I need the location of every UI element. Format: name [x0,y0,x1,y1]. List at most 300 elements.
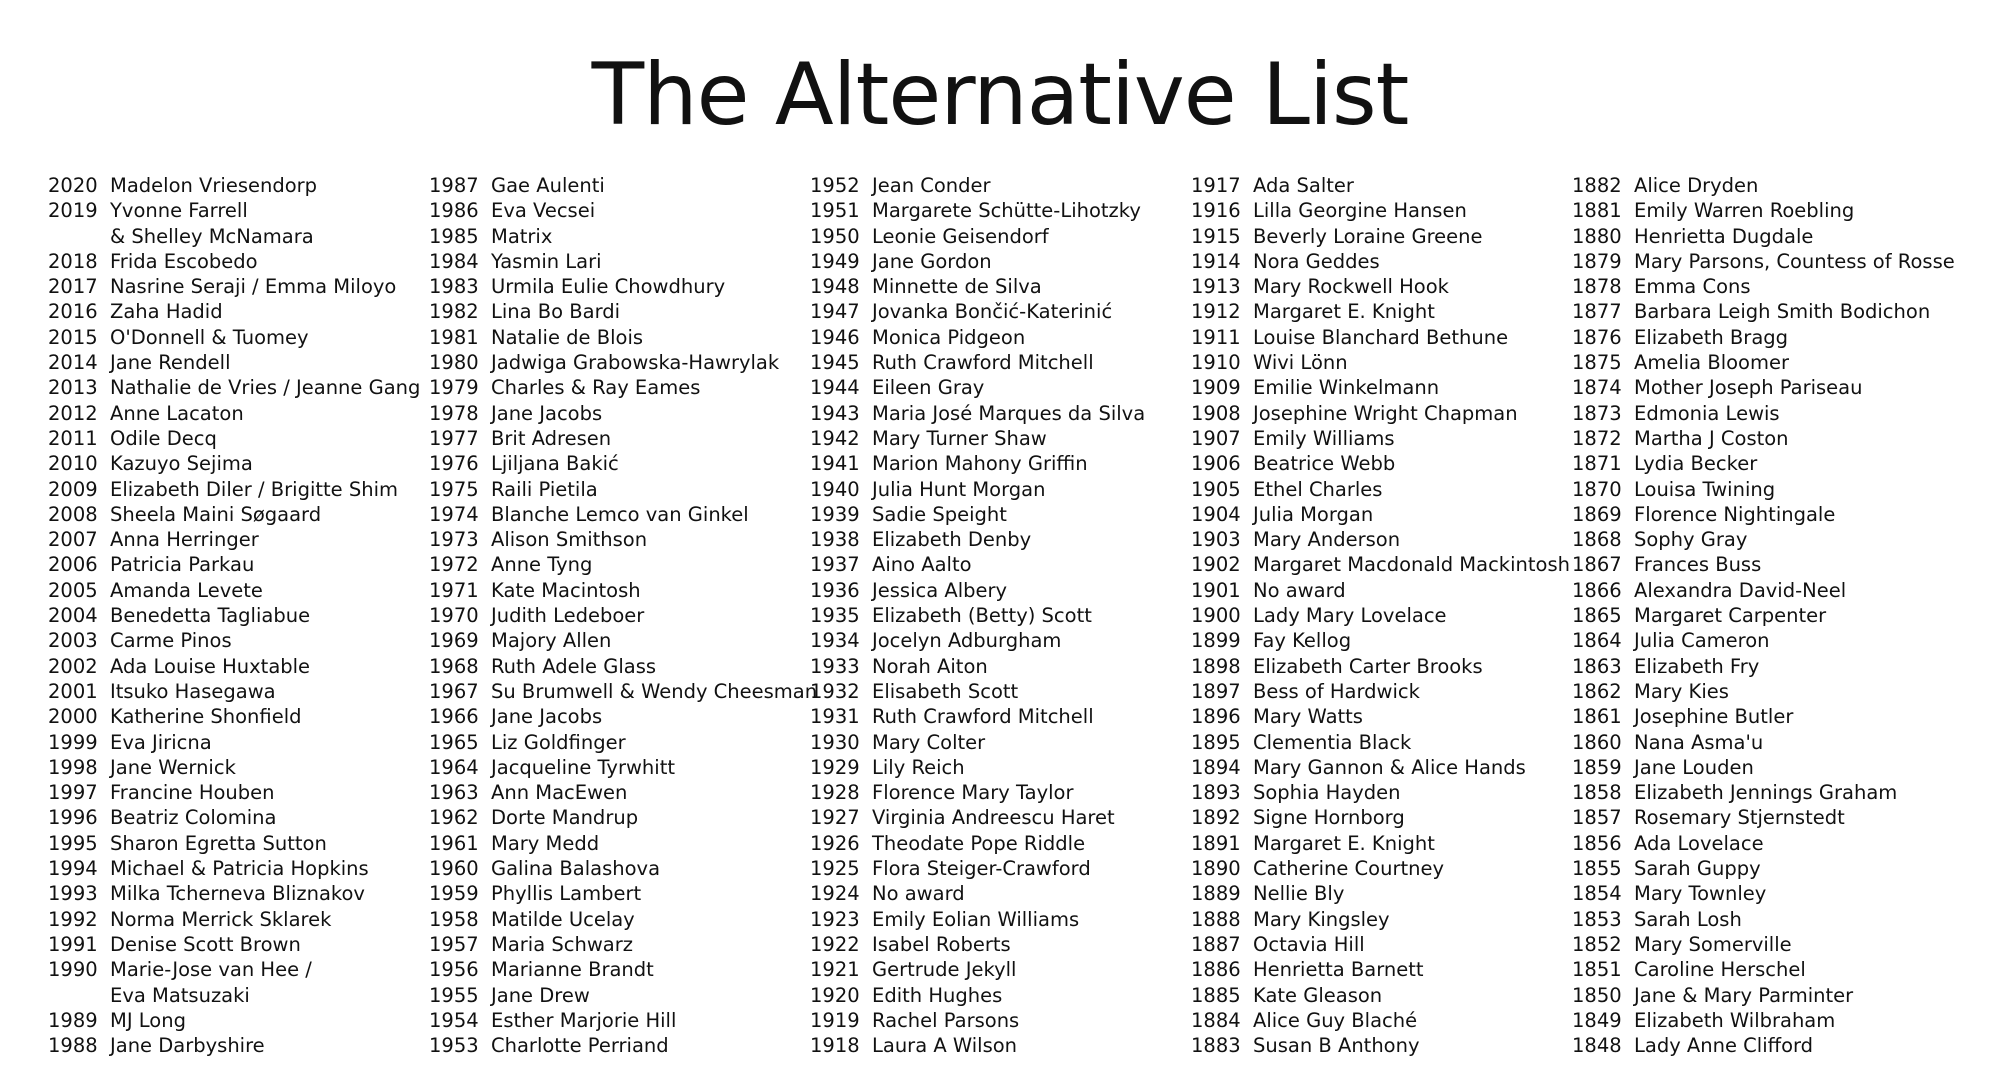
year-label: 1875 [1572,351,1622,375]
year-label: 1880 [1572,224,1622,248]
year-label: 1985 [429,224,479,248]
list-item [1191,401,1570,426]
awardee-name: Elizabeth Carter Brooks [1253,654,1483,678]
awardee-name: Nora Geddes [1253,249,1380,273]
list-item [429,477,817,502]
year-label: 1970 [429,604,479,628]
list-item [810,704,1145,729]
list-item [810,426,1145,451]
list-item [810,603,1145,628]
list-item [1572,274,1955,299]
year-label: 1923 [810,907,860,931]
awardee-name: Eva Matsuzaki [110,983,250,1007]
list-item [429,426,817,451]
awardee-name: Gertrude Jekyll [872,958,1017,982]
awardee-name: Sarah Losh [1634,907,1742,931]
awardee-name: Sadie Speight [872,502,1007,526]
year-label: 1968 [429,654,479,678]
list-item [48,173,420,198]
awardee-name: Frances Buss [1634,553,1762,577]
awardee-name: Aino Aalto [872,553,972,577]
list-column-1 [48,173,420,1058]
year-label: 1848 [1572,1034,1622,1058]
awardee-name: Elizabeth (Betty) Scott [872,604,1092,628]
list-item [810,1033,1145,1058]
awardee-name: Anne Lacaton [110,401,244,425]
awardee-name: Mary Kies [1634,679,1729,703]
awardee-name: Margarete Schütte-Lihotzky [872,199,1141,223]
year-label: 1865 [1572,604,1622,628]
list-item [48,401,420,426]
awardee-name: Alison Smithson [491,528,648,552]
list-item [1572,325,1955,350]
list-item [429,249,817,274]
year-label: 1989 [48,1008,98,1032]
year-label: 1928 [810,781,860,805]
year-label: 1855 [1572,857,1622,881]
list-item [429,679,817,704]
list-column-3 [810,173,1145,1058]
list-item [48,578,420,603]
awardee-name: Phyllis Lambert [491,882,642,906]
year-label: 1891 [1191,831,1241,855]
list-item [429,1008,817,1033]
page-title: The Alternative List [591,45,1409,145]
list-item [1572,780,1955,805]
awardee-name: Jane & Mary Parminter [1634,983,1854,1007]
list-item [48,325,420,350]
year-label: 1934 [810,629,860,653]
awardee-name: Margaret Macdonald Mackintosh [1253,553,1570,577]
list-item [1572,477,1955,502]
awardee-name: Lilla Georgine Hansen [1253,199,1467,223]
awardee-name: Jadwiga Grabowska-Hawrylak [491,351,780,375]
awardee-name: Mary Kingsley [1253,907,1390,931]
awardee-name: Ruth Adele Glass [491,654,657,678]
list-item [48,451,420,476]
awardee-name: Jane Wernick [110,755,236,779]
awardee-name: Ann MacEwen [491,781,628,805]
list-item [48,730,420,755]
awardee-name: Amanda Levete [110,578,263,602]
year-label: 1987 [429,174,479,197]
year-label: 1929 [810,755,860,779]
year-label: 2014 [48,351,98,375]
year-label: 1921 [810,958,860,982]
list-item [1191,173,1570,198]
list-item [429,451,817,476]
year-label: 1971 [429,578,479,602]
list-item [48,1033,420,1058]
awardee-name: Edith Hughes [872,983,1003,1007]
year-label: 2015 [48,325,98,349]
list-item [429,983,817,1008]
awardee-name: Norah Aiton [872,654,988,678]
list-item [48,654,420,679]
year-label: 2007 [48,528,98,552]
awardee-name: Louisa Twining [1634,477,1776,501]
year-label: 1958 [429,907,479,931]
awardee-name: Maria José Marques da Silva [872,401,1146,425]
year-label: 1872 [1572,426,1622,450]
list-item [810,654,1145,679]
awardee-name: Rachel Parsons [872,1008,1020,1032]
list-item [1572,654,1955,679]
awardee-name: Brit Adresen [491,426,612,450]
year-label: 1874 [1572,376,1622,400]
list-item [1191,932,1570,957]
list-item [48,780,420,805]
list-item [48,957,420,982]
list-item [429,654,817,679]
awardee-name: Elizabeth Wilbraham [1634,1008,1836,1032]
awardee-name: Julia Cameron [1634,629,1770,653]
year-label: 1866 [1572,578,1622,602]
year-label: 1892 [1191,806,1241,830]
list-item [1191,780,1570,805]
year-label: 2001 [48,679,98,703]
year-label: 1905 [1191,477,1241,501]
awardee-name: Emma Cons [1634,275,1751,299]
awardee-name: Odile Decq [110,426,217,450]
year-label: 1945 [810,351,860,375]
list-item [429,274,817,299]
awardee-name: Kate Macintosh [491,578,641,602]
awardee-name: Norma Merrick Sklarek [110,907,332,931]
list-item [810,578,1145,603]
year-label: 1975 [429,477,479,501]
year-label: 1870 [1572,477,1622,501]
year-label: 1889 [1191,882,1241,906]
awardee-name: Jane Jacobs [491,401,603,425]
year-label: 1938 [810,528,860,552]
year-label: 2017 [48,275,98,299]
list-item [1572,730,1955,755]
awardee-name: Flora Steiger-Crawford [872,857,1091,881]
list-item [48,299,420,324]
awardee-name: Mary Somerville [1634,932,1792,956]
list-item [48,350,420,375]
year-label: 1972 [429,553,479,577]
awardee-name: Matilde Ucelay [491,907,635,931]
year-label: 1951 [810,199,860,223]
year-label: 1860 [1572,730,1622,754]
list-item [429,350,817,375]
year-label: 1931 [810,705,860,729]
list-item [429,198,817,223]
list-item [1191,907,1570,932]
year-label: 2002 [48,654,98,678]
awardee-name: Ruth Crawford Mitchell [872,351,1094,375]
awardee-name: Jane Rendell [110,351,231,375]
list-column-4 [1191,173,1570,1058]
year-label: 1990 [48,958,98,982]
list-item [1191,552,1570,577]
awardee-name: Francine Houben [110,781,275,805]
list-item [48,249,420,274]
list-item [810,527,1145,552]
list-item [810,350,1145,375]
year-label: 1956 [429,958,479,982]
awardee-name: Ada Louise Huxtable [110,654,311,678]
year-label: 1991 [48,932,98,956]
awardee-name: Elizabeth Jennings Graham [1634,781,1898,805]
list-item [429,628,817,653]
awardee-name: Eva Vecsei [491,199,596,223]
list-item [1191,831,1570,856]
year-label: 1930 [810,730,860,754]
list-item [429,932,817,957]
awardee-name: Margaret E. Knight [1253,300,1435,324]
list-item [1572,831,1955,856]
awardee-name: Sheela Maini Søgaard [110,502,322,526]
year-label: 2009 [48,477,98,501]
awardee-name: Florence Mary Taylor [872,781,1074,805]
list-item [48,552,420,577]
year-label: 1963 [429,781,479,805]
list-item [48,1008,420,1033]
awardee-name: Madelon Vriesendorp [110,174,318,197]
awardee-name: Lady Mary Lovelace [1253,604,1447,628]
list-item [1572,1008,1955,1033]
awardee-name: Theodate Pope Riddle [872,831,1086,855]
awardee-name: Jean Conder [872,174,991,197]
awardee-name: Jane Gordon [872,249,992,273]
list-item [1572,679,1955,704]
year-label: 1984 [429,249,479,273]
awardee-name: Beverly Loraine Greene [1253,224,1483,248]
year-label: 1878 [1572,275,1622,299]
awardee-name: Susan B Anthony [1253,1034,1420,1058]
list-item [810,730,1145,755]
awardee-name: Elizabeth Bragg [1634,325,1789,349]
year-label: 1915 [1191,224,1241,248]
awardee-name: Octavia Hill [1253,932,1365,956]
list-item [1191,730,1570,755]
list-item [810,401,1145,426]
list-item [48,198,420,223]
awardee-name: Marie-Jose van Hee / [110,958,312,982]
list-item [810,375,1145,400]
list-item [429,603,817,628]
awardee-name: Gae Aulenti [491,174,605,197]
year-label: 1906 [1191,452,1241,476]
awardee-name: Catherine Courtney [1253,857,1445,881]
year-label: 1980 [429,351,479,375]
awardee-name: Nana Asma'u [1634,730,1764,754]
year-label: 1959 [429,882,479,906]
year-label: 1933 [810,654,860,678]
awardee-name: Jacqueline Tyrwhitt [491,755,675,779]
list-item [1572,451,1955,476]
list-item [48,603,420,628]
awardee-name: Ada Salter [1253,174,1354,197]
list-item [48,704,420,729]
list-item [429,780,817,805]
awardee-name: Barbara Leigh Smith Bodichon [1634,300,1931,324]
list-item [48,932,420,957]
year-label: 1983 [429,275,479,299]
awardee-name: Maria Schwarz [491,932,633,956]
year-label: 1918 [810,1034,860,1058]
awardee-name: Edmonia Lewis [1634,401,1780,425]
awardee-name: Isabel Roberts [872,932,1011,956]
year-label: 1948 [810,275,860,299]
list-item [810,198,1145,223]
list-item [48,224,420,249]
list-item [429,755,817,780]
year-label: 2003 [48,629,98,653]
list-item [48,527,420,552]
awardee-name: Marion Mahony Griffin [872,452,1088,476]
year-label: 1898 [1191,654,1241,678]
awardee-name: Alexandra David-Neel [1634,578,1847,602]
list-item [429,730,817,755]
year-label: 1893 [1191,781,1241,805]
list-item [1572,628,1955,653]
list-item [1572,755,1955,780]
list-item [810,552,1145,577]
awardee-name: O'Donnell & Tuomey [110,325,309,349]
list-item [48,983,420,1008]
list-item [48,477,420,502]
list-item [429,957,817,982]
list-item [1191,957,1570,982]
awardee-name: Louise Blanchard Bethune [1253,325,1509,349]
list-item [48,805,420,830]
awardee-name: Martha J Coston [1634,426,1789,450]
awardee-name: Julia Hunt Morgan [872,477,1046,501]
list-item [810,173,1145,198]
year-label: 1999 [48,730,98,754]
awardee-name: Majory Allen [491,629,612,653]
awardee-name: Ljiljana Bakić [491,452,619,476]
awardee-name: Judith Ledeboer [491,604,645,628]
year-label: 1947 [810,300,860,324]
list-item [810,780,1145,805]
year-label: 1869 [1572,502,1622,526]
list-item [48,426,420,451]
year-label: 1884 [1191,1008,1241,1032]
awardee-name: Eileen Gray [872,376,985,400]
list-item [429,907,817,932]
list-item [810,249,1145,274]
awardee-name: Beatrice Webb [1253,452,1396,476]
awardee-name: Mary Townley [1634,882,1767,906]
year-label: 1973 [429,528,479,552]
year-label: 1978 [429,401,479,425]
list-item [1191,426,1570,451]
year-label: 1927 [810,806,860,830]
awardee-name: Jane Louden [1634,755,1754,779]
awardee-name: Clementia Black [1253,730,1412,754]
list-item [429,831,817,856]
year-label: 2000 [48,705,98,729]
awardee-name: Henrietta Barnett [1253,958,1424,982]
awardee-name: Emilie Winkelmann [1253,376,1440,400]
awardee-name: Josephine Butler [1634,705,1794,729]
year-label: 1917 [1191,174,1241,197]
awardee-name: Raili Pietila [491,477,598,501]
awardee-name: Ada Lovelace [1634,831,1764,855]
list-item [1572,603,1955,628]
year-label: 1932 [810,679,860,703]
awardee-name: Blanche Lemco van Ginkel [491,502,749,526]
list-column-2 [429,173,817,1058]
year-label: 1986 [429,199,479,223]
list-item [1191,654,1570,679]
year-label: 1943 [810,401,860,425]
year-label: 1925 [810,857,860,881]
year-label: 1910 [1191,351,1241,375]
list-item [810,325,1145,350]
awardee-name: Minnette de Silva [872,275,1042,299]
awardee-name: Nathalie de Vries / Jeanne Gang [110,376,421,400]
year-label: 1912 [1191,300,1241,324]
year-label: 1957 [429,932,479,956]
list-item [1572,856,1955,881]
awardee-name: Leonie Geisendorf [872,224,1049,248]
awardee-name: Elisabeth Scott [872,679,1019,703]
awardee-name: Natalie de Blois [491,325,644,349]
awardee-name: Lady Anne Clifford [1634,1034,1814,1058]
list-item [810,881,1145,906]
year-label: 2008 [48,502,98,526]
year-label: 1876 [1572,325,1622,349]
year-label: 1976 [429,452,479,476]
list-item [810,477,1145,502]
awardee-name: Charles & Ray Eames [491,376,701,400]
list-item [1572,173,1955,198]
list-item [1572,704,1955,729]
awardee-name: Mary Medd [491,831,600,855]
awardee-name: Ruth Crawford Mitchell [872,705,1094,729]
year-label: 1922 [810,932,860,956]
list-item [1191,325,1570,350]
awardee-name: Liz Goldfinger [491,730,626,754]
list-item [429,325,817,350]
awardee-name: Margaret E. Knight [1253,831,1435,855]
list-item [1191,274,1570,299]
list-item [1191,578,1570,603]
list-item [810,299,1145,324]
year-label: 1960 [429,857,479,881]
year-label: 1919 [810,1008,860,1032]
awardee-name: Alice Guy Blaché [1253,1008,1418,1032]
list-item [810,679,1145,704]
year-label: 1902 [1191,553,1241,577]
awardee-name: Amelia Bloomer [1634,351,1789,375]
year-label: 1883 [1191,1034,1241,1058]
year-label: 1849 [1572,1008,1622,1032]
awardee-name: Itsuko Hasegawa [110,679,276,703]
awardee-name: Wivi Lönn [1253,351,1348,375]
year-label: 1904 [1191,502,1241,526]
year-label: 1867 [1572,553,1622,577]
awardee-name: Signe Hornborg [1253,806,1405,830]
list-item [1572,375,1955,400]
year-label: 2019 [48,199,98,223]
list-item [1572,502,1955,527]
awardee-name: Anna Herringer [110,528,259,552]
year-label: 1965 [429,730,479,754]
awardee-name: Matrix [491,224,553,248]
year-label: 1888 [1191,907,1241,931]
list-item [1191,679,1570,704]
year-label: 1909 [1191,376,1241,400]
list-item [48,881,420,906]
list-item [1572,249,1955,274]
